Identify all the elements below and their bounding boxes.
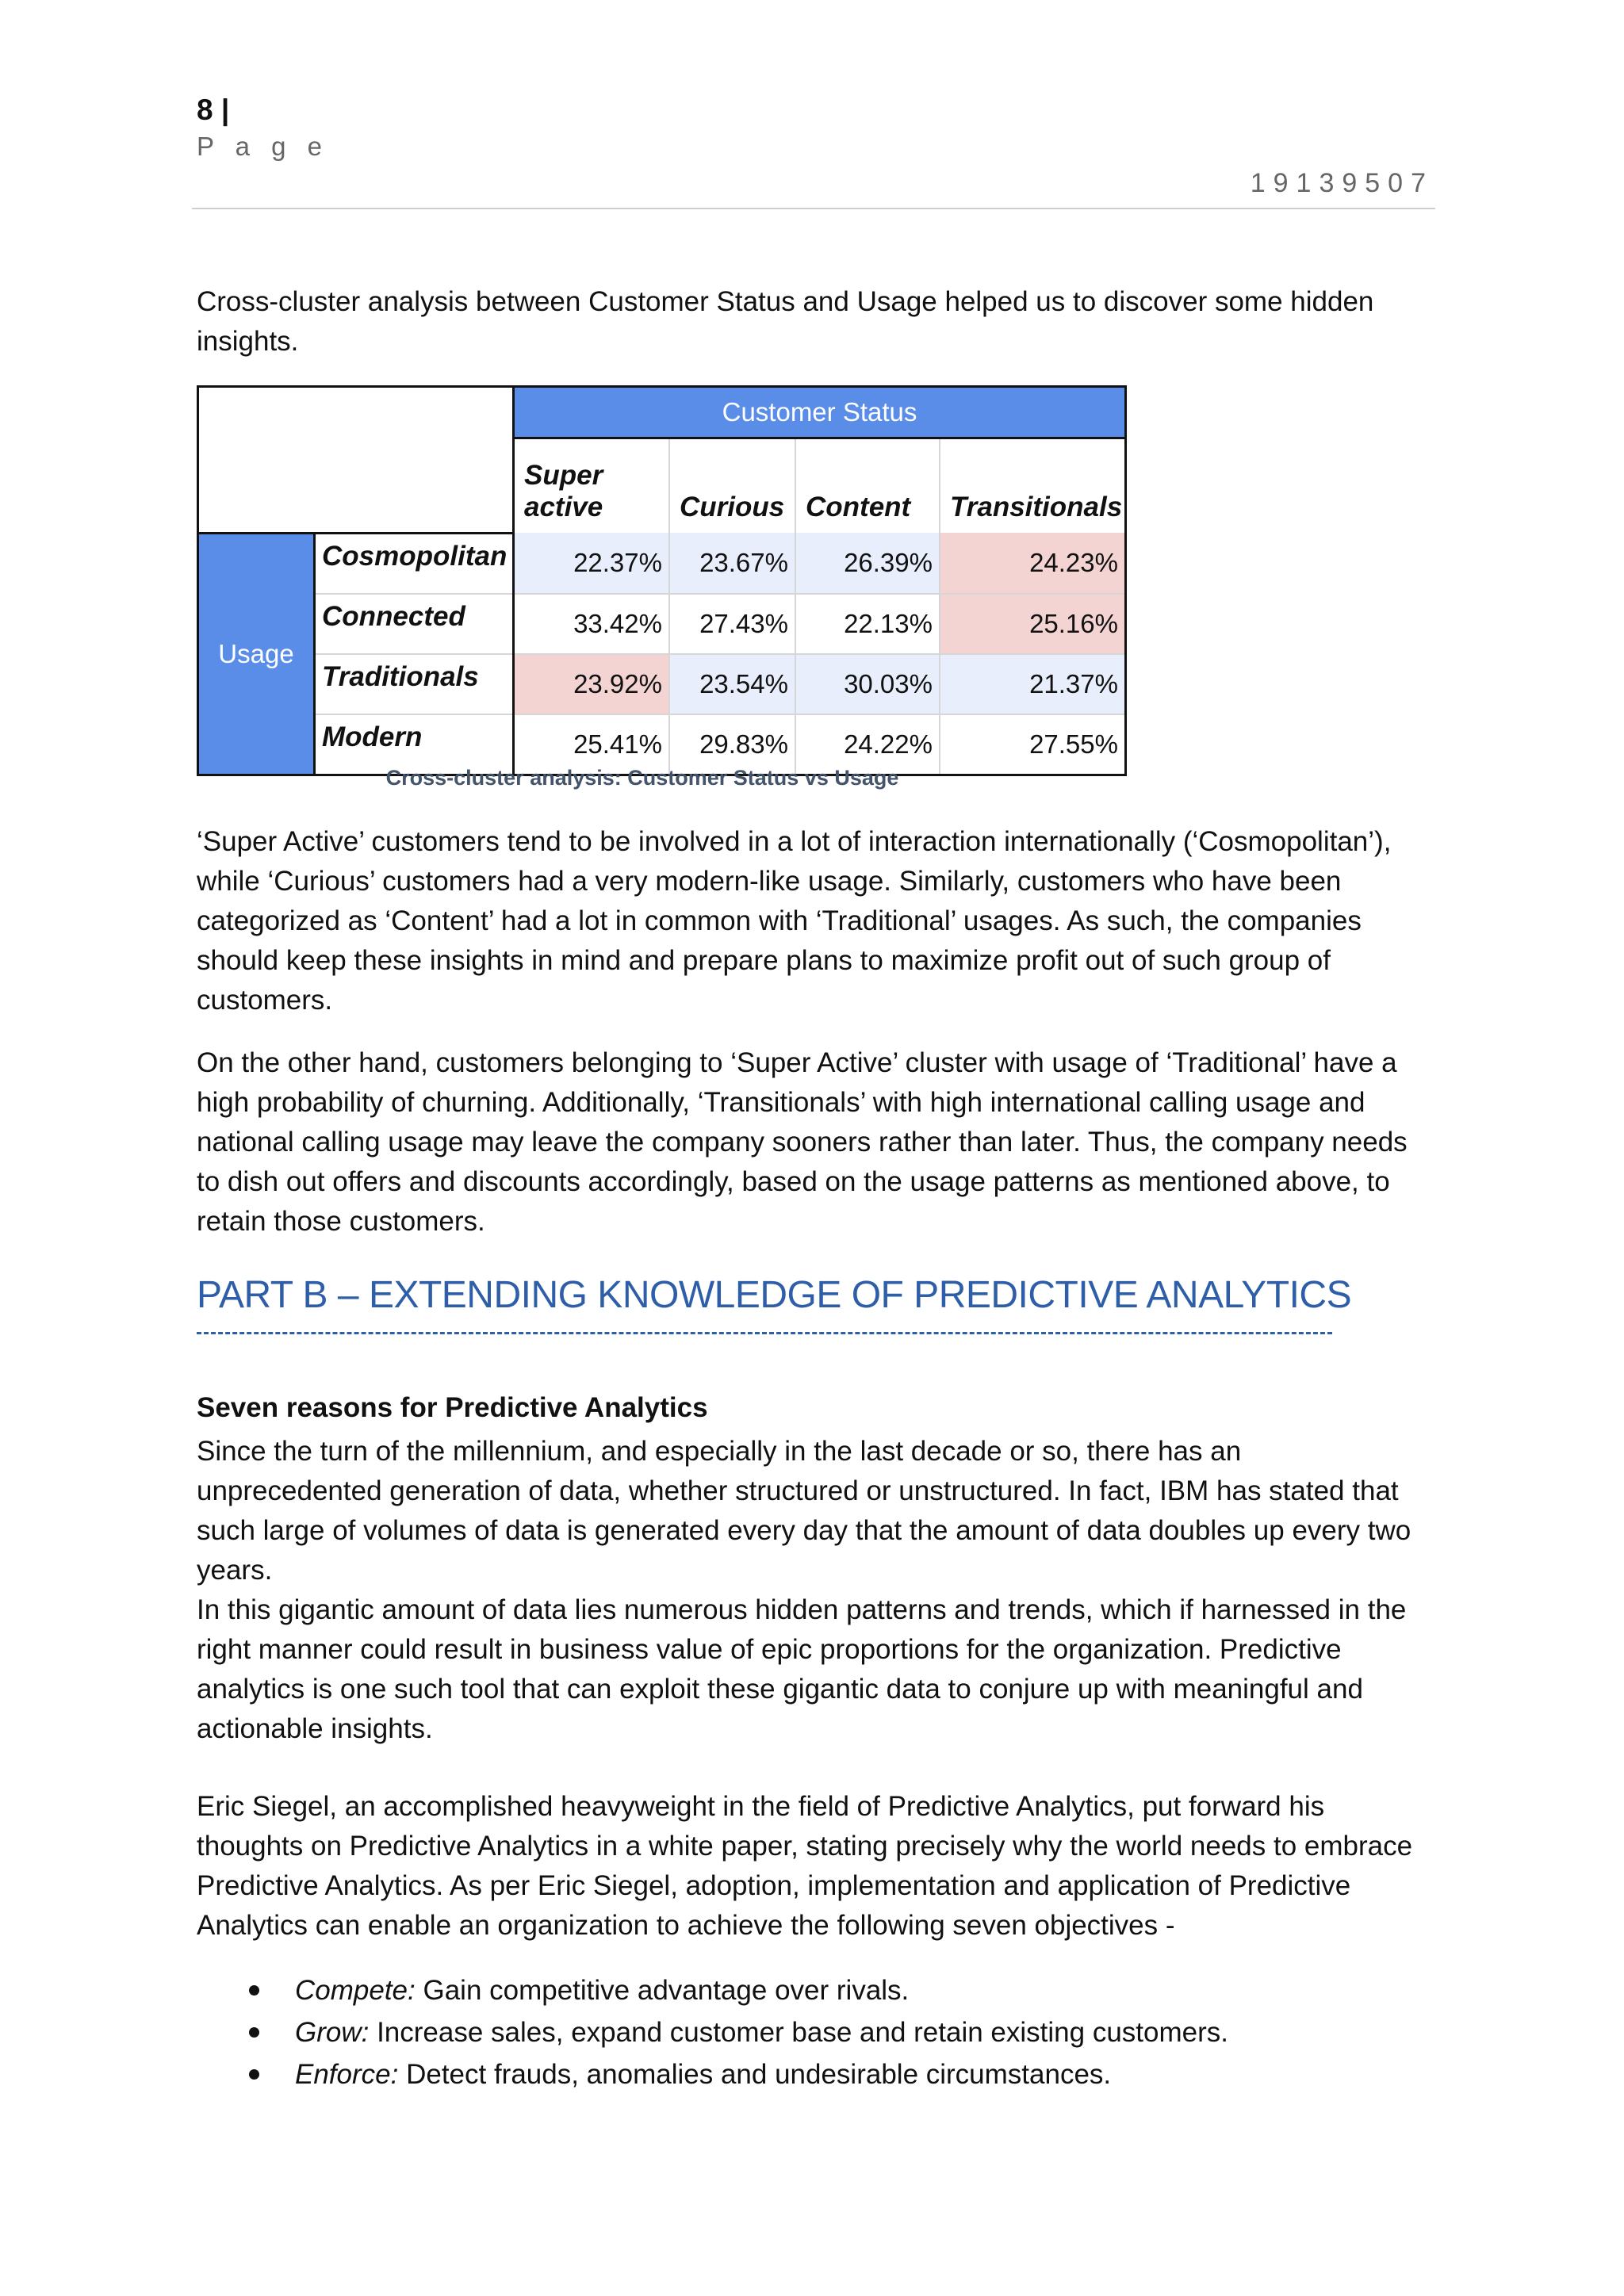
objectives-list <box>197 1969 1228 2095</box>
paragraph-text: Eric Siegel, an accomplished heavyweight in the field of Predictive Analytics, put forward his thoughts on Predictive Analytics in a white paper, stating precisely why the world needs to embrace Predictive Analytics. As per Eric Siegel, adoption, implementation and application of Predictive Analytics can enable an organization to achieve the following seven objectives - <box>197 1791 1413 1941</box>
table-cell: 25.41% <box>514 714 670 775</box>
part-b-paragraph-3 <box>197 1787 1434 1946</box>
intro-text: Cross-cluster analysis between Customer Status and Usage helped us to discover some hidden insights. <box>197 286 1374 357</box>
table-cell: 25.16% <box>940 594 1126 654</box>
page-number: 8 | <box>197 94 230 126</box>
table-cell: 27.43% <box>669 594 795 654</box>
section-subheading: Seven reasons for Predictive Analytics <box>197 1392 708 1423</box>
bullet-icon <box>249 2027 259 2038</box>
table-cell: 30.03% <box>795 654 940 714</box>
table-cell: 23.92% <box>514 654 670 714</box>
table-cell: 21.37% <box>940 654 1126 714</box>
list-item <box>197 2053 1228 2095</box>
objective-text: Gain competitive advantage over rivals. <box>415 1975 910 2006</box>
header-divider <box>192 208 1435 209</box>
part-b-paragraph-2 <box>197 1590 1434 1749</box>
list-item <box>197 1969 1228 2011</box>
column-header: Curious <box>669 438 795 534</box>
bullet-icon <box>249 2069 259 2080</box>
bullet-icon <box>249 1985 259 1996</box>
paragraph-text: On the other hand, customers belonging to ‘Super Active’ cluster with usage of ‘Traditional’ have a high probability of churning. Additionally, ‘Transitionals’ with high international calling usage and national calling usage may leave the company sooners rather than later. Thus, the company needs to dish out offers and discounts accordingly, based on the usage patterns as mentioned above, to retain those customers. <box>197 1047 1408 1237</box>
student-id: 19139507 <box>1250 168 1434 198</box>
table-cell: 24.23% <box>940 533 1126 594</box>
customer-status-header: Customer Status <box>514 387 1126 438</box>
intro-paragraph <box>197 282 1434 362</box>
objective-text: Increase sales, expand customer base and retain existing customers. <box>369 2017 1228 2048</box>
part-b-paragraph-1 <box>197 1432 1434 1590</box>
column-header: Content <box>795 438 940 534</box>
row-header: Connected <box>315 594 514 654</box>
table-cell: 23.67% <box>669 533 795 594</box>
part-b-heading: PART B – EXTENDING KNOWLEDGE OF PREDICTIVE ANALYTICS <box>197 1274 1352 1316</box>
paragraph-text: In this gigantic amount of data lies numerous hidden patterns and trends, which if harnessed in the right manner could result in business value of epic proportions for the organization. Predictive analytics is one such tool that can exploit these gigantic data to conjure up with meaningful and actionable insights. <box>197 1594 1407 1744</box>
objective-term: Compete: <box>295 1975 416 2006</box>
analysis-paragraph-1 <box>197 822 1434 1020</box>
paragraph-text: Since the turn of the millennium, and especially in the last decade or so, there has an unprecedented generation of data, whether structured or unstructured. In fact, IBM has stated that such large of volumes of data is generated every day that the amount of data doubles up every two years. <box>197 1436 1411 1586</box>
column-header: Super active <box>514 438 670 534</box>
table-cell: 27.55% <box>940 714 1126 775</box>
objective-text: Detect frauds, anomalies and undesirable circumstances. <box>398 2059 1112 2090</box>
cross-cluster-table <box>197 385 1127 776</box>
table-cell: 23.54% <box>669 654 795 714</box>
table-cell: 29.83% <box>669 714 795 775</box>
column-header: Transitionals <box>940 438 1126 534</box>
table-cell: 22.13% <box>795 594 940 654</box>
table-cell: 26.39% <box>795 533 940 594</box>
row-header: Modern <box>315 714 514 775</box>
row-header: Cosmopolitan <box>315 533 514 594</box>
table-caption: Cross-cluster analysis: Customer Status vs Usage <box>385 766 899 790</box>
table-corner <box>198 387 514 534</box>
objective-term: Grow: <box>295 2017 370 2048</box>
paragraph-text: ‘Super Active’ customers tend to be involved in a lot of interaction internationally (‘Cosmopolitan’), while ‘Curious’ customers had a very modern-like usage. Similarly, customers who have been categorized as ‘Content’ had a lot in common with ‘Traditional’ usages. As such, the companies should keep these insights in mind and prepare plans to maximize profit out of such group of customers. <box>197 826 1392 1016</box>
page-label: P a g e <box>197 132 329 161</box>
heading-dashed-rule <box>197 1332 1332 1334</box>
usage-row-header: Usage <box>198 533 315 775</box>
table-cell: 33.42% <box>514 594 670 654</box>
analysis-paragraph-2 <box>197 1043 1434 1242</box>
row-header: Traditionals <box>315 654 514 714</box>
list-item <box>197 2011 1228 2053</box>
table-cell: 22.37% <box>514 533 670 594</box>
objective-term: Enforce: <box>295 2059 399 2090</box>
table-cell: 24.22% <box>795 714 940 775</box>
